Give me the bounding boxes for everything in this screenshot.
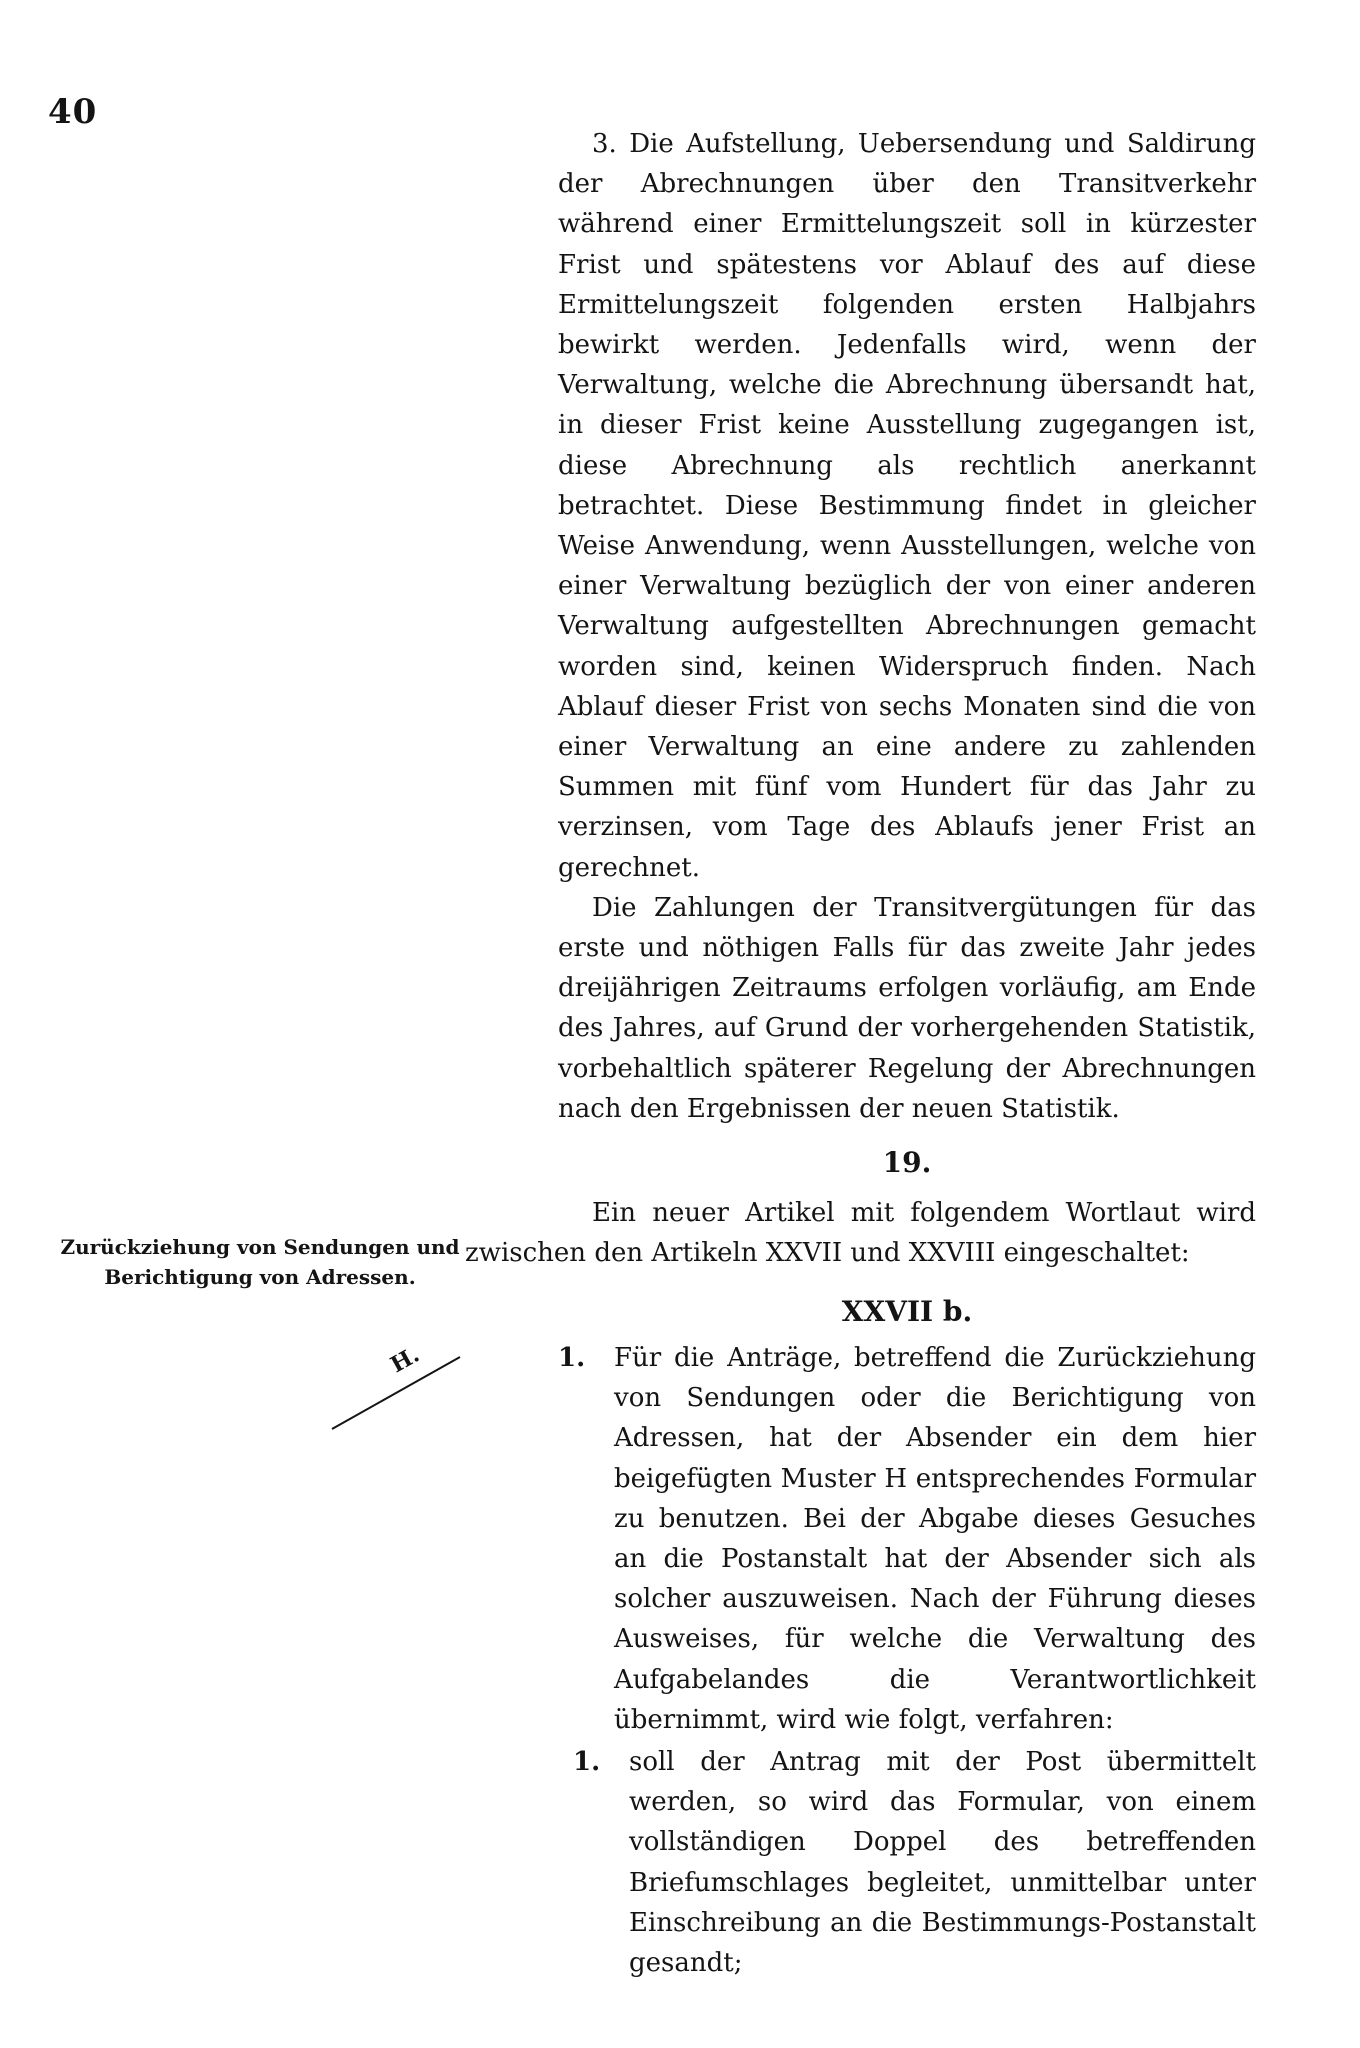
article-paragraph-1 [558, 1338, 1256, 1740]
form-letter-h: H. [386, 1341, 424, 1379]
paragraph-transit-payments: Die Zahlungen der Transitvergütungen für das erste und nöthigen Falls für das zweite Jahr jedes dreijährigen Zeitraums erfolgen vorläufig, am Ende des Jahres, auf Grund der vorhergehenden Statistik, vorbehaltlich späterer Regelung der Abrechnungen nach den Ergebnissen der neuen Statistik. [558, 892, 1256, 1124]
paragraph-number: 1. [558, 1342, 586, 1373]
margin-note-line-1: Zurückziehung von Sendungen und [60, 1235, 460, 1259]
article-heading-xxvii-b: XXVII b. [841, 1294, 973, 1328]
paragraph-text: Für die Anträge, betreffend die Zurückziehung von Sendungen oder die Berichtigung von Adressen, hat der Absender ein dem hier beigefügten Muster H entsprechendes Formular zu benutzen. Bei der Abgabe dieses Gesuches an die Postanstalt hat der Absender sich als solcher auszuweisen. Nach der Führung dieses Ausweises, für welche die Verwaltung des Aufgabelandes die Verantwortlichkeit übernimmt, wird wie folgt, verfahren: [614, 1342, 1256, 1735]
paragraph-3-settlement: 3. Die Aufstellung, Uebersendung und Saldirung der Abrechnungen über den Transitverkehr während einer Ermittelungszeit soll in kürzester Frist und spätestens vor Ablauf des auf diese Ermittelungszeit folgenden ersten Halbjahrs bewirkt werden. Jedenfalls wird, wenn der Verwaltung, welche die Abrechnung übersandt hat, in dieser Frist keine Ausstellung zugegangen ist, diese Abrechnung als rechtlich anerkannt betrachtet. Diese Bestimmung findet in gleicher Weise Anwendung, wenn Ausstellungen, welche von einer Verwaltung bezüglich der von einer anderen Verwaltung aufgestellten Abrechnungen gemacht worden sind, keinen Widerspruch finden. Nach Ablauf dieser Frist von sechs Monaten sind die von einer Verwaltung an eine andere zu zahlenden Summen mit fünf vom Hundert für das Jahr zu verzinsen, vom Tage des Ablaufs jener Frist an gerechnet. [558, 129, 1256, 883]
page-number: 40 [48, 92, 98, 132]
form-h-reference-mark [330, 1325, 470, 1435]
margin-note-line-2: Berichtigung von Adressen. [104, 1265, 416, 1289]
section-heading-19: 19. [882, 1146, 932, 1180]
list-item-1 [558, 1742, 1256, 1983]
list-item-text: soll der Antrag mit der Post übermittelt werden, so wird das Formular, von einem vollständigen Doppel des betreffenden Briefumschlages begleitet, unmittelbar unter Einschreibung an die Bestimmungs-Postanstalt gesandt; [629, 1746, 1256, 1978]
main-text-column [465, 124, 1256, 1983]
paragraph-new-article: Ein neuer Artikel mit folgendem Wortlaut wird zwischen den Artikeln XXVII und XXVIII eingeschaltet: [465, 1198, 1256, 1269]
margin-note [60, 1232, 460, 1292]
list-item-number: 1. [573, 1746, 601, 1777]
